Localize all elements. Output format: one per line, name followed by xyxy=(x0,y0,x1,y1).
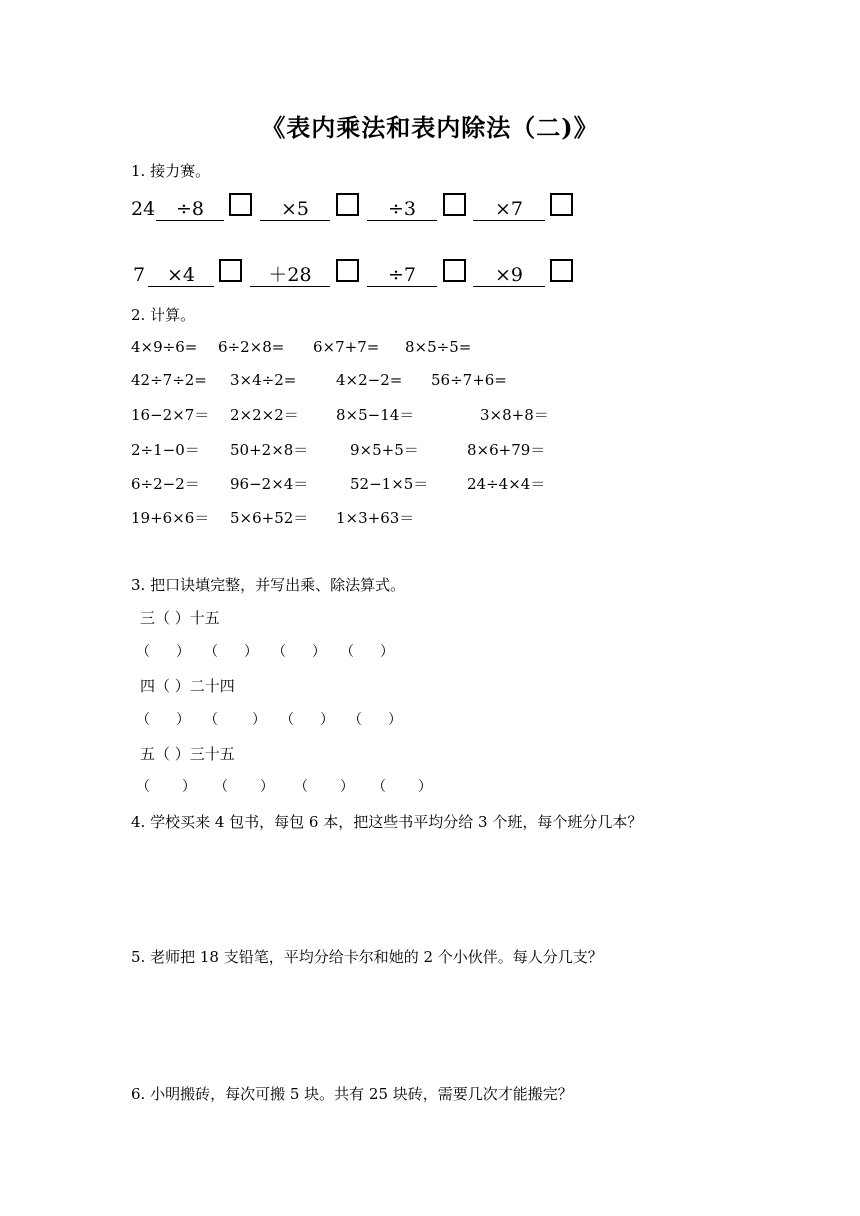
close-paren: ） xyxy=(260,779,274,795)
calc-problem: 3×8+8＝ xyxy=(480,406,549,424)
open-paren: （ xyxy=(136,644,150,660)
close-paren: ） xyxy=(252,712,266,728)
calc-problem: 6÷2×8= xyxy=(218,338,285,356)
close-paren: ） xyxy=(312,644,326,660)
close-paren: ） xyxy=(244,644,258,660)
open-paren: （ xyxy=(340,644,354,660)
close-paren: ） xyxy=(388,712,402,728)
calc-problem: 96−2×4＝ xyxy=(230,475,309,493)
open-paren: （ xyxy=(280,712,294,728)
answer-box[interactable] xyxy=(550,259,573,282)
relay-operation: ÷8 xyxy=(156,198,224,221)
question-1-label: 1. 接力赛。 xyxy=(131,162,211,180)
calc-problem: 1×3+63＝ xyxy=(336,509,415,527)
relay-operation: ÷3 xyxy=(367,198,437,221)
calc-problem: 3×4÷2= xyxy=(230,371,297,389)
calc-problem: 16−2×7＝ xyxy=(131,406,210,424)
question-6-label: 6. 小明搬砖，每次可搬 5 块。共有 25 块砖，需要几次才能搬完？ xyxy=(131,1085,573,1103)
close-paren: ） xyxy=(182,779,196,795)
relay-operation: ÷7 xyxy=(367,264,437,287)
answer-box[interactable] xyxy=(550,193,573,216)
open-paren: （ xyxy=(272,644,286,660)
question-5-label: 5. 老师把 18 支铅笔，平均分给卡尔和她的 2 个小伙伴。每人分几支？ xyxy=(131,948,603,966)
calc-problem: 6÷2−2＝ xyxy=(131,475,200,493)
open-paren: （ xyxy=(214,779,228,795)
calc-problem: 42÷7÷2= xyxy=(131,371,207,389)
answer-box[interactable] xyxy=(443,193,466,216)
calc-problem: 50+2×8＝ xyxy=(230,441,309,459)
calc-problem: 56÷7+6= xyxy=(431,371,507,389)
relay-operation: ×5 xyxy=(260,198,330,221)
calc-problem: 24÷4×4＝ xyxy=(467,475,546,493)
open-paren: （ xyxy=(136,712,150,728)
relay-start-value: 24 xyxy=(131,198,156,220)
calc-problem: 5×6+52＝ xyxy=(230,509,309,527)
relay-start-value: 7 xyxy=(133,264,146,286)
calc-problem: 19+6×6＝ xyxy=(131,509,210,527)
calc-problem: 8×5÷5= xyxy=(405,338,472,356)
calc-problem: 9×5+5＝ xyxy=(350,441,419,459)
calc-problem: 8×6+79＝ xyxy=(467,441,546,459)
close-paren: ） xyxy=(176,644,190,660)
calc-problem: 2×2×2＝ xyxy=(230,406,299,424)
question-3-label: 3. 把口诀填完整，并写出乘、除法算式。 xyxy=(131,576,406,594)
answer-box[interactable] xyxy=(229,193,252,216)
calc-problem: 6×7+7= xyxy=(313,338,380,356)
answer-box[interactable] xyxy=(443,259,466,282)
close-paren: ） xyxy=(340,779,354,795)
answer-box[interactable] xyxy=(219,259,242,282)
page-title: 《表内乘法和表内除法（二)》 xyxy=(261,113,599,142)
question-4-label: 4. 学校买来 4 包书，每包 6 本，把这些书平均分给 3 个班，每个班分几本？ xyxy=(131,813,643,831)
question-2-label: 2. 计算。 xyxy=(131,306,196,324)
open-paren: （ xyxy=(204,644,218,660)
answer-box[interactable] xyxy=(336,193,359,216)
calc-problem: 2÷1−0＝ xyxy=(131,441,200,459)
calc-problem: 8×5−14＝ xyxy=(336,406,415,424)
relay-operation: ×9 xyxy=(473,264,545,287)
open-paren: （ xyxy=(136,779,150,795)
multiplication-rhyme: 三（ ）十五 xyxy=(140,609,220,627)
open-paren: （ xyxy=(372,779,386,795)
open-paren: （ xyxy=(294,779,308,795)
calc-problem: 4×9÷6= xyxy=(131,338,198,356)
calc-problem: 52−1×5＝ xyxy=(350,475,429,493)
answer-box[interactable] xyxy=(336,259,359,282)
relay-operation: ×4 xyxy=(148,264,214,287)
relay-operation: ＋28 xyxy=(250,264,330,287)
calc-problem: 4×2−2= xyxy=(336,371,403,389)
multiplication-rhyme: 五（ ）三十五 xyxy=(140,745,235,763)
relay-operation: ×7 xyxy=(473,198,545,221)
close-paren: ） xyxy=(176,712,190,728)
open-paren: （ xyxy=(348,712,362,728)
multiplication-rhyme: 四（ ）二十四 xyxy=(140,677,235,695)
close-paren: ） xyxy=(380,644,394,660)
close-paren: ） xyxy=(320,712,334,728)
close-paren: ） xyxy=(418,779,432,795)
open-paren: （ xyxy=(204,712,218,728)
